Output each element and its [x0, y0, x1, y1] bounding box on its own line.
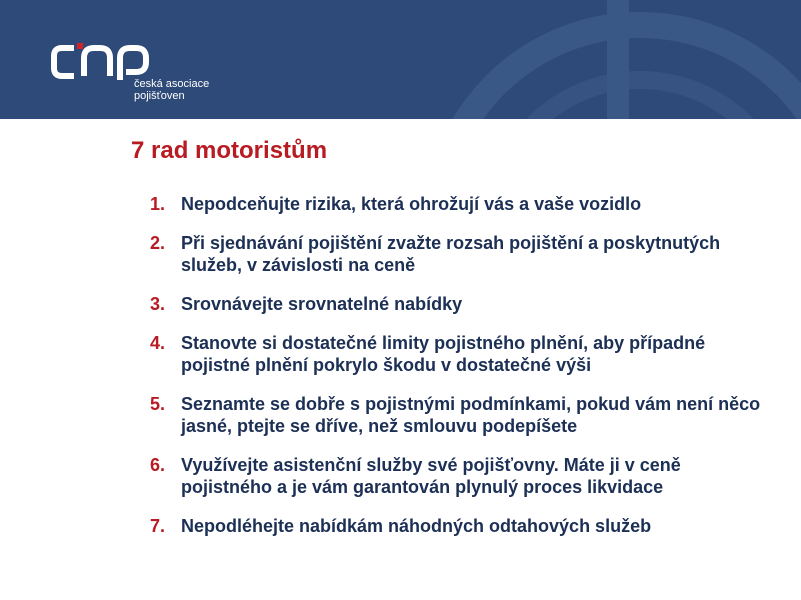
logo-caption-line1: česká asociace: [134, 78, 210, 90]
header-banner: [0, 0, 801, 119]
advice-list: [150, 193, 770, 554]
item-number: 4.: [150, 333, 166, 353]
cap-logo-mark: [48, 40, 158, 80]
list-item: [150, 393, 770, 437]
item-number: 6.: [150, 455, 166, 475]
list-item: [150, 193, 770, 215]
list-item: [150, 293, 770, 315]
item-text: Využívejte asistenční služby své pojišťovny. Máte ji v ceně pojistného a je vám garantován plynulý proces likvidace: [181, 455, 681, 497]
logo-caption-line2: pojišťoven: [134, 90, 185, 102]
list-item: [150, 232, 770, 276]
item-text: Stanovte si dostatečné limity pojistného plnění, aby případné pojistné plnění pokrylo škodu v dostatečné výši: [181, 333, 706, 375]
item-text: Seznamte se dobře s pojistnými podmínkami, pokud vám není něco jasné, ptejte se dříve, než smlouvu podepíšete: [181, 394, 761, 436]
logo-caption: [134, 78, 209, 102]
item-text: Při sjednávání pojištění zvažte rozsah pojištění a poskytnutých služeb, v závislosti na ceně: [181, 233, 721, 275]
item-number: 3.: [150, 294, 166, 314]
item-number: 7.: [150, 516, 166, 536]
item-text: Nepodceňujte rizika, která ohrožují vás a vaše vozidlo: [181, 194, 642, 214]
list-item: [150, 454, 770, 498]
list-item: [150, 332, 770, 376]
item-text: Srovnávejte srovnatelné nabídky: [181, 294, 463, 314]
slide-title: 7 rad motoristům: [131, 137, 328, 164]
item-number: 1.: [150, 194, 166, 214]
item-number: 2.: [150, 233, 166, 253]
list-item: [150, 515, 770, 537]
cap-logo: [48, 40, 218, 110]
item-number: 5.: [150, 394, 166, 414]
item-text: Nepodléhejte nabídkám náhodných odtahových služeb: [181, 516, 652, 536]
